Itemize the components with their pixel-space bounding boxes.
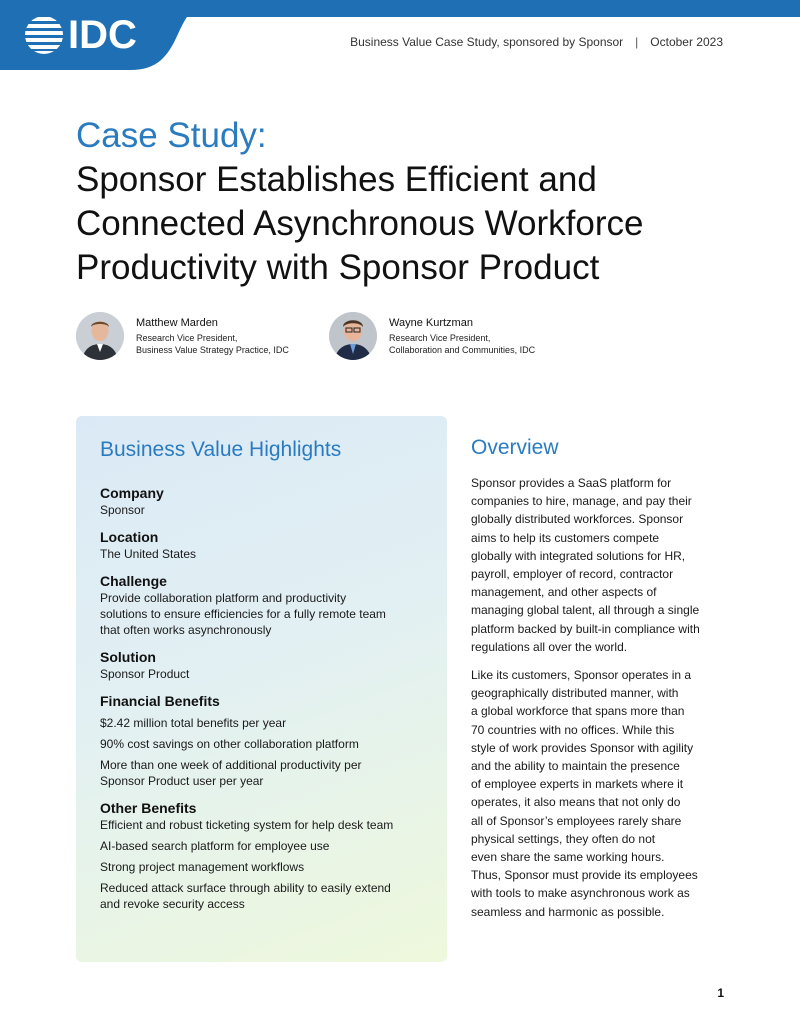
title-line: Sponsor Establishes Efficient and	[76, 160, 597, 199]
section-text: solutions to ensure efficiencies for a fully remote team	[100, 607, 386, 621]
page-title	[76, 114, 756, 290]
overview-line: physical settings, they often do not	[471, 831, 656, 846]
business-value-highlights	[76, 416, 447, 962]
section-text: Provide collaboration platform and productivity	[100, 591, 347, 605]
author-role: Research Vice President,	[136, 332, 238, 343]
benefit-item: 90% cost savings on other collaboration platform	[100, 737, 359, 751]
overview-paragraph	[471, 474, 729, 656]
section-heading: Financial Benefits	[100, 693, 220, 709]
overview-line: management, and other aspects of	[471, 585, 657, 600]
author-card	[76, 312, 289, 360]
author-name: Matthew Marden	[136, 316, 218, 329]
report-type: Business Value Case Study, sponsored by Sponsor	[350, 35, 624, 49]
header-meta	[350, 35, 723, 49]
company-section	[100, 484, 423, 518]
overview-line: all of Sponsor’s employees rarely share	[471, 813, 682, 828]
overview-line: regulations all over the world.	[471, 639, 628, 654]
author-card	[329, 312, 535, 360]
overview-line: Thus, Sponsor must provide its employees	[471, 868, 698, 883]
author-photo	[329, 312, 377, 360]
section-text: Sponsor Product	[100, 667, 190, 681]
overview-line: seamless and harmonic as possible.	[471, 904, 665, 919]
other-benefits-section	[100, 799, 423, 912]
overview-line: globally with integrated solutions for HR,	[471, 548, 686, 563]
solution-section	[100, 648, 423, 682]
benefit-item: Strong project management workflows	[100, 860, 305, 874]
overview-line: of employee experts in markets where it	[471, 777, 684, 792]
header-separator: |	[635, 35, 639, 49]
overview-line: platform backed by built-in compliance with	[471, 621, 700, 636]
overview-line: globally distributed workforces. Sponsor	[471, 512, 684, 527]
overview-paragraph	[471, 666, 729, 921]
author-photo	[76, 312, 124, 360]
title-kicker: Case Study:	[76, 116, 267, 155]
overview-line: aims to help its customers compete	[471, 530, 660, 545]
challenge-section	[100, 572, 423, 638]
author-role: Research Vice President,	[389, 332, 491, 343]
overview-line: Like its customers, Sponsor operates in a	[471, 668, 692, 683]
logo-text: IDC	[68, 13, 137, 57]
overview-line: companies to hire, manage, and pay their	[471, 494, 692, 509]
benefit-item: Reduced attack surface through ability to easily extend	[100, 881, 391, 895]
overview-title: Overview	[471, 436, 559, 459]
overview-line: managing global talent, all through a single	[471, 603, 700, 618]
report-date: October 2023	[650, 35, 723, 49]
overview-line: 70 countries with no offices. While this	[471, 722, 675, 737]
benefit-item: Efficient and robust ticketing system for help desk team	[100, 818, 394, 832]
author-role: Collaboration and Communities, IDC	[389, 344, 536, 355]
title-line: Productivity with Sponsor Product	[76, 248, 600, 287]
benefit-item-continued: Sponsor Product user per year	[100, 774, 264, 788]
overview-line: even share the same working hours.	[471, 850, 665, 865]
author-role: Business Value Strategy Practice, IDC	[136, 344, 289, 355]
section-text: The United States	[100, 547, 197, 561]
overview-line: and the ability to maintain the presence	[471, 759, 680, 774]
overview-section	[471, 436, 729, 931]
benefit-item-continued: and revoke security access	[100, 897, 245, 911]
overview-line: with tools to make asynchronous work as	[471, 886, 690, 901]
section-heading: Solution	[100, 649, 156, 665]
overview-line: geographically distributed manner, with	[471, 686, 679, 701]
overview-line: style of work provides Sponsor with agility	[471, 740, 694, 755]
globe-icon	[24, 15, 64, 55]
section-text: Sponsor	[100, 503, 145, 517]
highlights-title: Business Value Highlights	[100, 438, 342, 461]
section-heading: Challenge	[100, 573, 167, 589]
benefit-item: $2.42 million total benefits per year	[100, 716, 287, 730]
financial-benefits-section	[100, 692, 423, 789]
idc-logo	[24, 14, 148, 56]
overview-line: payroll, employer of record, contractor	[471, 567, 674, 582]
page-number: 1	[717, 986, 724, 1000]
location-section	[100, 528, 423, 562]
overview-line: operates, it also means that not only do	[471, 795, 681, 810]
overview-line: a global workforce that spans more than	[471, 704, 685, 719]
title-line: Connected Asynchronous Workforce	[76, 204, 644, 243]
author-name: Wayne Kurtzman	[389, 316, 473, 329]
benefit-item: More than one week of additional productivity per	[100, 758, 362, 772]
overview-line: Sponsor provides a SaaS platform for	[471, 476, 672, 490]
section-heading: Company	[100, 485, 164, 501]
section-heading: Other Benefits	[100, 800, 197, 816]
benefit-item: AI-based search platform for employee use	[100, 839, 330, 853]
section-heading: Location	[100, 529, 159, 545]
section-text: that often works asynchronously	[100, 623, 272, 637]
